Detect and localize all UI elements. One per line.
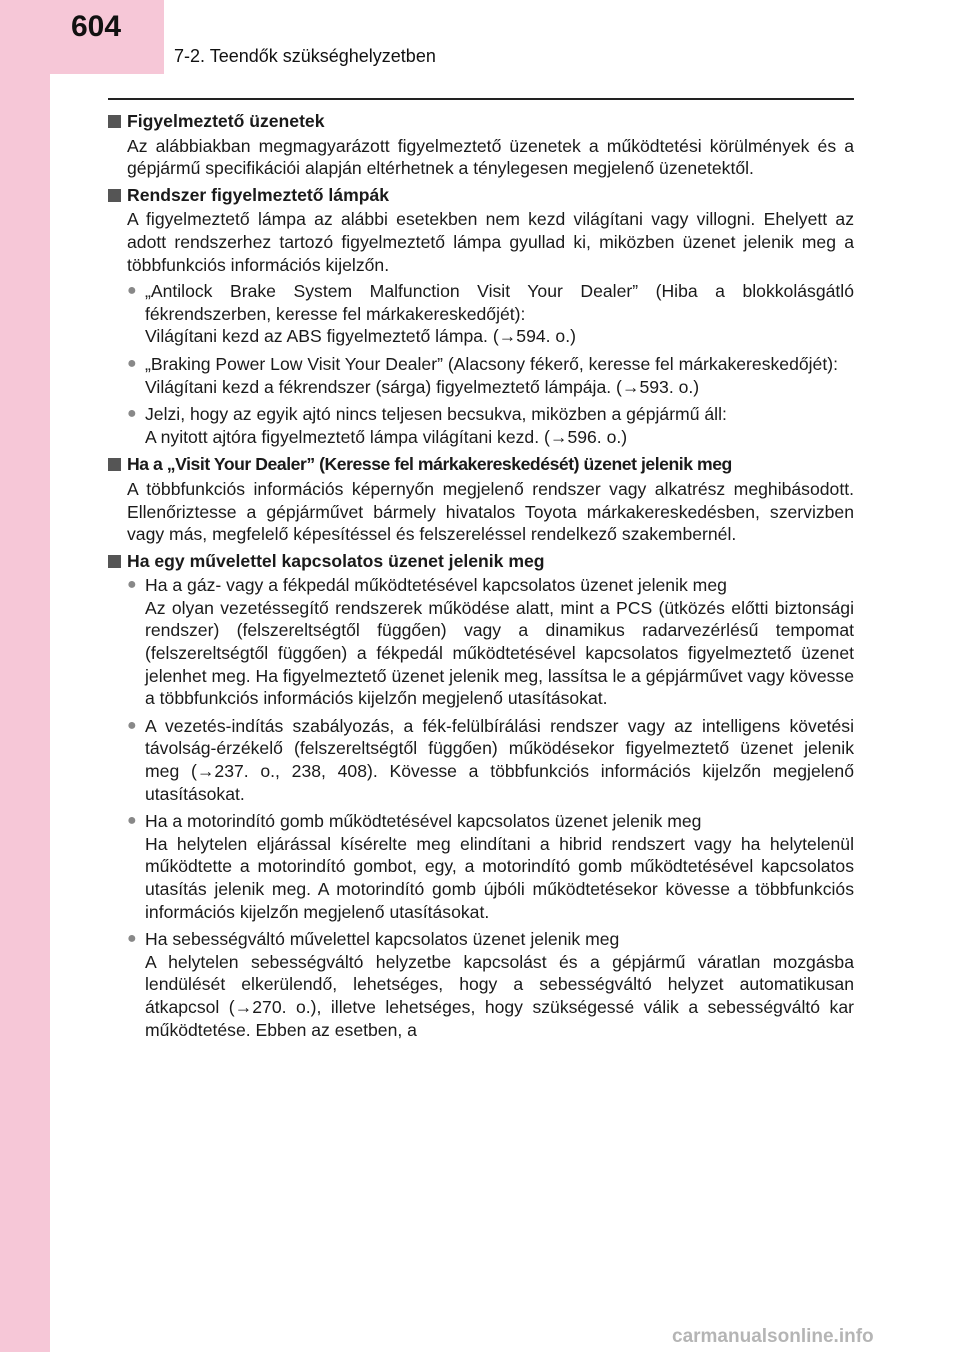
list-item xyxy=(127,715,854,805)
section-paragraph: A többfunkciós információs képernyőn megjelenő rendszer vagy alkatrész meghibásodott. Ellenőriztesse a gépjárművet bármely hivatalos Toyota márkakereskedésben, szervizben vagy más, megfelelő képesítéssel és felszereléssel rendelkező szakembernél. xyxy=(127,478,854,545)
circle-bullet-icon: ● xyxy=(127,930,137,948)
list-item-lead: „Braking Power Low Visit Your Dealer” (Alacsony fékerő, keresse fel márkakereskedőjét): xyxy=(145,353,838,374)
watermark: carmanualsonline.info xyxy=(672,1326,874,1347)
list-item-body: A nyitott ajtóra figyelmeztető lámpa világítani kezd. (→596. o.) xyxy=(145,426,628,447)
circle-bullet-icon: ● xyxy=(127,405,137,423)
square-bullet-icon xyxy=(108,115,121,128)
circle-bullet-icon: ● xyxy=(127,354,137,372)
list-item xyxy=(127,403,854,448)
list-item-body: A helytelen sebességváltó helyzetbe kapcsolást és a gépjármű váratlan mozgásba lendülését elkerülendő, lehetséges, hogy a sebességváltó helyzet automatikusan átkapcsol (→270. o.), illetve lehetséges, hogy szükségessé válik a sebességváltó kar működtetése. Ebben az esetben, a xyxy=(145,951,854,1040)
list-item-lead: Jelzi, hogy az egyik ajtó nincs teljesen becsukva, miközben a gépjármű áll: xyxy=(145,404,727,425)
circle-bullet-icon: ● xyxy=(127,576,137,594)
section-heading: Figyelmeztető üzenetek xyxy=(108,110,854,133)
circle-bullet-icon: ● xyxy=(127,716,137,734)
list-item-lead: Ha a gáz- vagy a fékpedál működtetésével kapcsolatos üzenet jelenik meg xyxy=(145,575,727,596)
section-heading: Ha egy művelettel kapcsolatos üzenet jelenik meg xyxy=(108,550,854,573)
header-rule xyxy=(108,98,854,100)
list-item xyxy=(127,574,854,710)
circle-bullet-icon: ● xyxy=(127,282,137,300)
chapter-title: 7-2. Teendők szükséghelyzetben xyxy=(174,46,436,66)
square-bullet-icon xyxy=(108,555,121,568)
list-item-lead: Ha a motorindító gomb működtetésével kapcsolatos üzenet jelenik meg xyxy=(145,811,702,832)
square-bullet-icon xyxy=(108,189,121,202)
list-item xyxy=(127,810,854,923)
section-paragraph: A figyelmeztető lámpa az alábbi esetekben nem kezd világítani vagy villogni. Ehelyett az adott rendszerhez tartozó figyelmeztető lámpa gyullad ki, miközben üzenet jelenik meg a többfunkciós információs kijelzőn. xyxy=(127,209,854,275)
list-item-lead: „Antilock Brake System Malfunction Visit Your Dealer” (Hiba a blokkolásgátló fékrendszerben, keresse fel márkakereskedőjét): xyxy=(145,281,854,324)
list-item-body: Ha helytelen eljárással kísérelte meg elindítani a hibrid rendszert vagy ha helytelenül működtette a motorindító gombot, egy, a motorindító gomb működtetésével kapcsolatos utasítás jelenik meg. A motorindító gomb újbóli működtetésekor kövesse a többfunkciós információs kijelzőn megjelenő utasításokat. xyxy=(145,833,854,922)
list-item xyxy=(127,353,854,398)
page-edge-strip xyxy=(0,0,50,1352)
list-item-body: Világítani kezd az ABS figyelmeztető lámpa. (→594. o.) xyxy=(145,326,576,347)
section-paragraph: Az alábbiakban megmagyarázott figyelmeztető üzenetek a működtetési körülmények és a gépjármű specifikációi alapján eltérhetnek a ténylegesen megjelenő üzenetektől. xyxy=(127,135,854,179)
section-heading: Ha a „Visit Your Dealer” (Keresse fel márkakereskedését) üzenet jelenik meg xyxy=(108,453,854,476)
list-item xyxy=(127,928,854,1041)
list-item-body: Az olyan vezetéssegítő rendszerek működése alatt, mint a PCS (ütközés előtti biztonsági rendszer) (felszereltségtől függően) vagy a dinamikus radarvezérlésű tempomat (felszereltségtől függően) a fékpedál működtetésével kapcsolatos figyelmeztető üzenet jelenhet meg. Ha figyelmeztető üzenet jelenik meg, lassítsa le a gépjárművet vagy kövesse a többfunkciós információs kijelzőn megjelenő utasításokat. xyxy=(145,597,855,709)
square-bullet-icon xyxy=(108,458,121,471)
section-heading: Rendszer figyelmeztető lámpák xyxy=(108,184,854,207)
page-content xyxy=(108,106,854,1046)
page-number: 604 xyxy=(71,10,122,43)
circle-bullet-icon: ● xyxy=(127,812,137,830)
list-item-body: Világítani kezd a fékrendszer (sárga) figyelmeztető lámpája. (→593. o.) xyxy=(145,376,700,397)
list-item-body: A vezetés-indítás szabályozás, a fék-felülbírálási rendszer vagy az intelligens követési távolság-érzékelő (felszereltségtől függően) működésekor figyelmeztető üzenet jelenik meg (→237. o., 238, 408). Kövesse a többfunkciós információs kijelzőn megjelenő utasításokat. xyxy=(145,715,854,804)
list-item-lead: Ha sebességváltó művelettel kapcsolatos üzenet jelenik meg xyxy=(145,929,620,950)
list-item xyxy=(127,280,854,348)
